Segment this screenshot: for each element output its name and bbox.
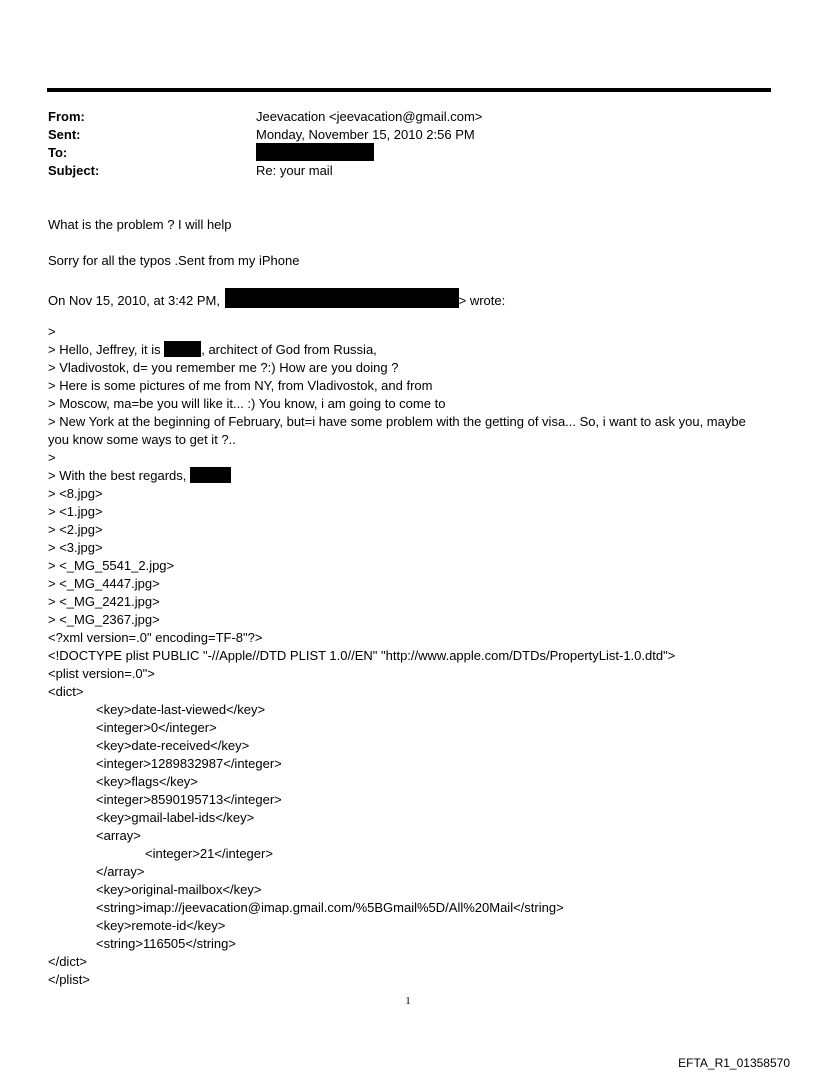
xml-line: <integer>1289832987</integer>	[96, 756, 282, 771]
xml-line: <string>116505</string>	[96, 936, 236, 951]
xml-line: <key>date-last-viewed</key>	[96, 702, 266, 717]
quote-line: >	[48, 324, 56, 339]
quote-text: , architect of God from Russia,	[201, 342, 377, 357]
xml-line: <?xml version=.0" encoding=TF-8"?>	[48, 630, 263, 645]
xml-line: <string>imap://jeevacation@imap.gmail.com/%5BGmail%5D/All%20Mail</string>	[96, 900, 564, 915]
page-number: 1	[405, 995, 411, 1007]
redaction-bar	[190, 467, 231, 483]
quote-line	[48, 467, 768, 485]
xml-line: <integer>8590195713</integer>	[96, 792, 282, 807]
quote-line: > Moscow, ma=be you will like it... :) You know, i am going to come to	[48, 396, 446, 411]
xml-line: <plist version=.0">	[48, 666, 155, 681]
body-line-2: Sorry for all the typos .Sent from my iPhone	[48, 253, 300, 268]
quote-line: > New York at the beginning of February, but=i have some problem with the getting of visa... So, i want to ask you, maybe you know some ways to get it ?..	[48, 414, 746, 447]
attachment-line: > <3.jpg>	[48, 540, 103, 555]
xml-line: <key>original-mailbox</key>	[96, 882, 262, 897]
quote-line: >	[48, 450, 56, 465]
xml-line: <key>flags</key>	[96, 774, 198, 789]
xml-line: </plist>	[48, 972, 90, 987]
xml-line: </array>	[96, 864, 145, 879]
subject-value: Re: your mail	[256, 163, 333, 178]
quote-line: > Vladivostok, d= you remember me ?:) How are you doing ?	[48, 360, 399, 375]
attachment-line: > <_MG_4447.jpg>	[48, 576, 160, 591]
quote-line	[48, 341, 768, 359]
quote-line: > Here is some pictures of me from NY, from Vladivostok, and from	[48, 378, 433, 393]
body-line-1: What is the problem ? I will help	[48, 217, 232, 232]
xml-line: <integer>0</integer>	[96, 720, 217, 735]
document-id: EFTA_R1_01358570	[678, 1056, 790, 1070]
redaction-bar	[225, 288, 459, 308]
wrote-suffix: > wrote:	[458, 293, 506, 308]
from-label: From:	[48, 109, 85, 124]
redaction-bar	[164, 341, 201, 357]
xml-line: <key>remote-id</key>	[96, 918, 226, 933]
attachment-line: > <2.jpg>	[48, 522, 103, 537]
xml-line: <integer>21</integer>	[145, 846, 273, 861]
xml-line: <key>date-received</key>	[96, 738, 250, 753]
sent-label: Sent:	[48, 127, 81, 142]
redaction-bar	[256, 143, 374, 161]
attachment-line: > <_MG_2367.jpg>	[48, 612, 160, 627]
xml-line: <key>gmail-label-ids</key>	[96, 810, 255, 825]
header-rule	[47, 88, 771, 92]
sent-value: Monday, November 15, 2010 2:56 PM	[256, 127, 475, 142]
attachment-line: > <8.jpg>	[48, 486, 103, 501]
attachment-line: > <_MG_5541_2.jpg>	[48, 558, 175, 573]
to-label: To:	[48, 145, 68, 160]
xml-line: <!DOCTYPE plist PUBLIC "-//Apple//DTD PLIST 1.0//EN" "http://www.apple.com/DTDs/PropertyList-1.0.dtd">	[48, 648, 676, 663]
from-value: Jeevacation <jeevacation@gmail.com>	[256, 109, 483, 124]
xml-line: <array>	[96, 828, 141, 843]
attachment-line: > <_MG_2421.jpg>	[48, 594, 160, 609]
quote-text: > Hello, Jeffrey, it is	[48, 342, 161, 357]
xml-line: </dict>	[48, 954, 88, 969]
xml-line: <dict>	[48, 684, 84, 699]
attachment-line: > <1.jpg>	[48, 504, 103, 519]
wrote-line	[48, 288, 505, 310]
subject-label: Subject:	[48, 163, 100, 178]
quoted-message	[48, 323, 768, 989]
wrote-prefix: On Nov 15, 2010, at 3:42 PM,	[48, 293, 220, 308]
quote-text: > With the best regards,	[48, 468, 187, 483]
to-value	[256, 143, 374, 163]
